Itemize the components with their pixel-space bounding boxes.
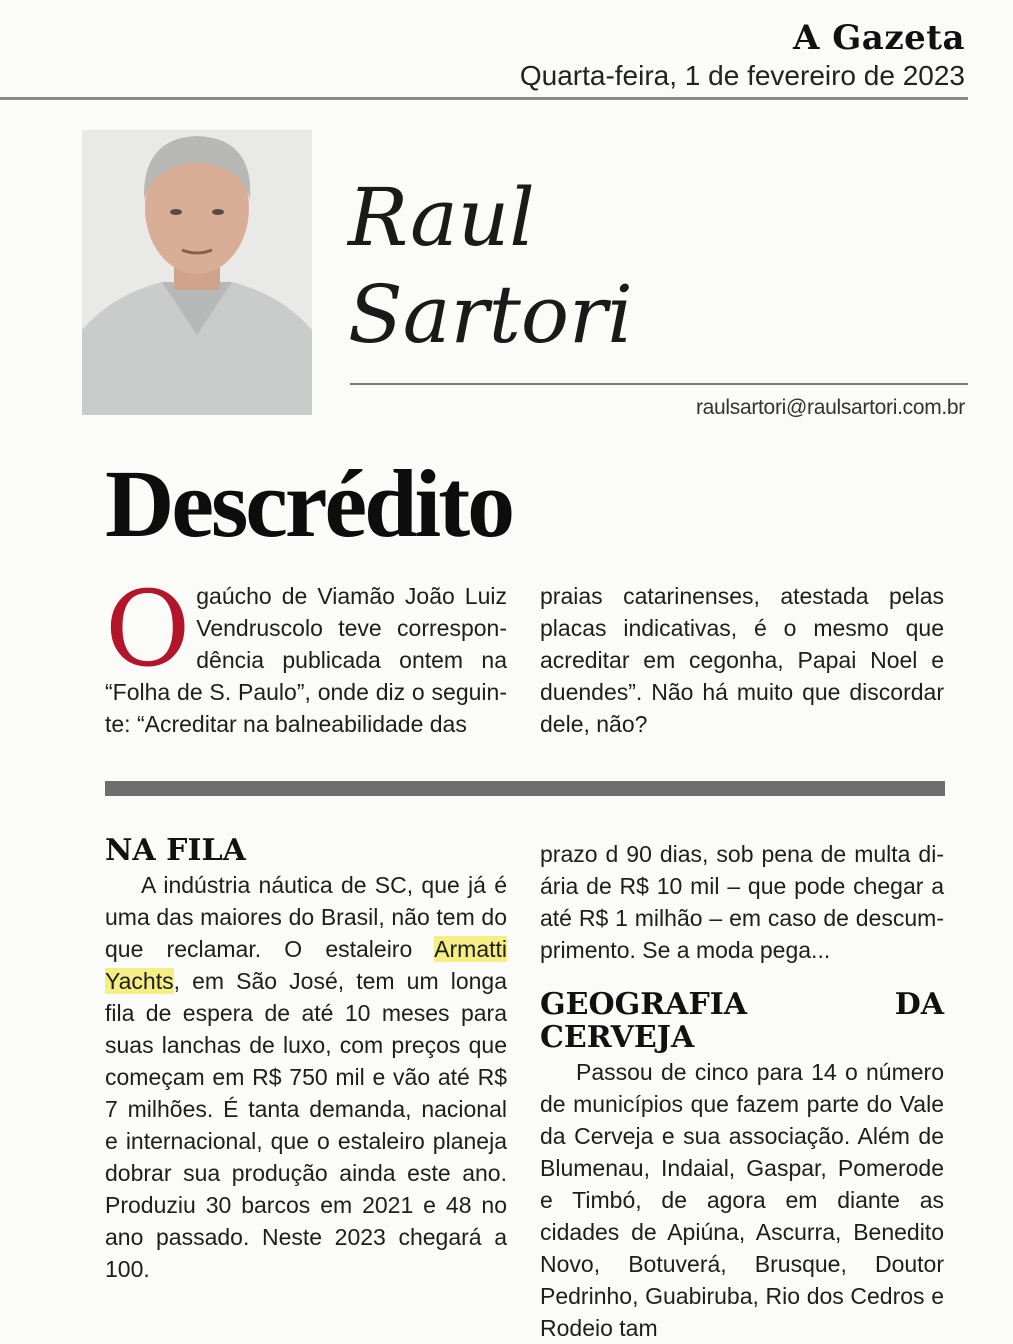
na-fila-title: NA FILA: [105, 833, 246, 868]
masthead-date: Quarta-feira, 1 de fevereiro de 2023: [519, 60, 965, 91]
right-column: [540, 838, 944, 1344]
section-divider: [105, 781, 945, 796]
na-fila-text: [105, 869, 507, 1285]
intro-right-text: praias catarinenses, atestada pelas placas indicativas, é o mesmo que acreditar em cegonha, Papai Noel e duendes”. Não há muito que discordar dele, não?: [540, 583, 944, 737]
dropcap: O: [105, 568, 191, 690]
author-first-name: Raul: [348, 171, 535, 264]
geografia-title: GEOGRAFIA DA CERVEJA: [540, 987, 944, 1055]
author-divider: [350, 383, 968, 385]
author-email[interactable]: raulsartori@raulsartori.com.br: [695, 396, 965, 419]
intro-left-column: [105, 568, 507, 740]
na-fila-text-after: , em São José, tem um longa fila de espera de até 10 meses para suas lanchas de luxo, com preços que começam em R$ 750 mil e vão até R$ 7 milhões. É tanta demanda, nacional e internacional, que o estaleiro planeja dobrar sua produção ainda este ano. Produziu 30 barcos em 2021 e 48 no ano passado. Neste 2023 chegará a 100.: [105, 968, 507, 1282]
author-last-name: Sartori: [348, 268, 633, 361]
intro-left-text: gaúcho de Viamão João Luiz Vendruscolo teve correspondência publicada ontem na “Folha de S. Paulo”, onde diz o seguinte: “Acreditar na balneabilidade das: [105, 583, 507, 737]
masthead-name: A Gazeta: [793, 18, 965, 58]
continuation-text: prazo d 90 dias, sob pena de multa diária de R$ 10 mil – que pode chegar a até R$ 1 milhão – em caso de descumprimento. Se a moda pega...: [540, 841, 944, 963]
article-headline: Descrédito: [105, 450, 513, 557]
author-photo: [82, 130, 312, 415]
na-fila-column: [105, 834, 507, 1285]
top-divider: [0, 97, 968, 100]
intro-right-column: [540, 580, 944, 740]
armatti-yachts-highlight: Armatti Yachts: [105, 936, 507, 994]
na-fila-text-before: A indústria náutica de SC, que já é uma das maiores do Brasil, não tem do que reclamar. O estaleiro: [105, 872, 507, 962]
geografia-text: Passou de cinco para 14 o número de municípios que fazem parte do Vale da Cerveja e sua associação. Além de Blumenau, Indaial, Gaspar, Pomerode e Timbó, de agora em diante as cidades de Apiúna, Ascurra, Benedito Novo, Botuverá, Brusque, Doutor Pedrinho, Guabiruba, Rio dos Cedros e Rodeio tam: [540, 1059, 944, 1341]
